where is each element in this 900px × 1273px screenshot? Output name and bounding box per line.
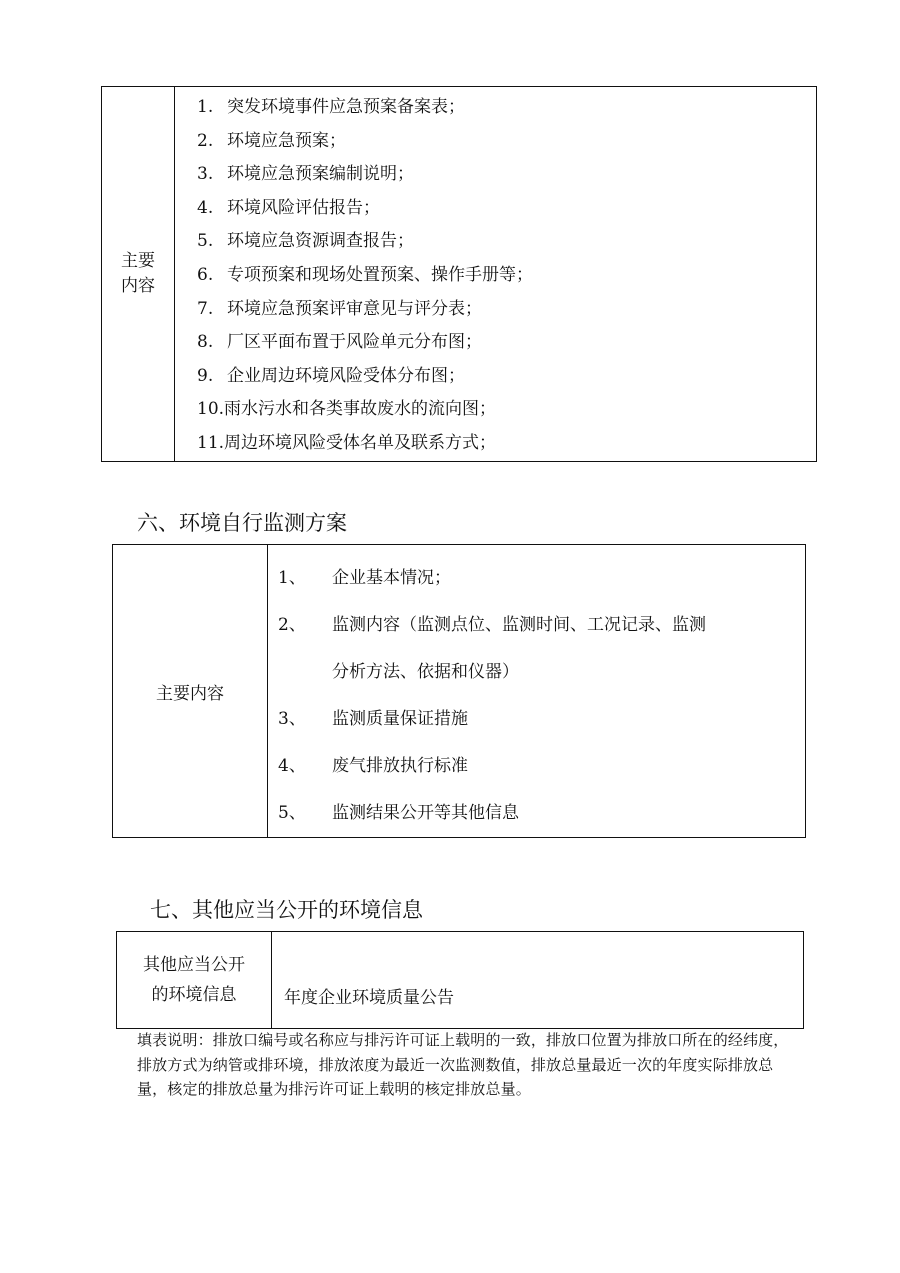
main-content-list xyxy=(268,545,806,838)
list-item: 10.雨水污水和各类事故废水的流向图； xyxy=(197,399,497,420)
list-item: 3. 环境应急预案编制说明； xyxy=(197,164,414,185)
list-item: 5. 环境应急资源调查报告； xyxy=(197,231,414,252)
list-item: 5、 监测结果公开等其他信息 xyxy=(278,803,519,823)
list-item: 3、 监测质量保证措施 xyxy=(278,709,468,729)
main-content-list xyxy=(175,87,817,462)
other-info-value: 年度企业环境质量公告 xyxy=(272,932,804,1029)
list-item: 11.周边环境风险受体名单及联系方式； xyxy=(197,432,497,453)
list-item: 2. 环境应急预案； xyxy=(197,130,346,151)
form-instructions-note: 填表说明：排放口编号或名称应与排污许可证上载明的一致，排放口位置为排放口所在的经纬度，排放方式为纳管或排环境，排放浓度为最近一次监测数值，排放总量最近一次的年度实际排放总量，核定的排放总量为排污许可证上载明的核定排放总量。 xyxy=(137,1031,789,1098)
list-item: 4、 废气排放执行标准 xyxy=(278,756,468,776)
main-content-label: 主要 内容 xyxy=(102,87,175,462)
list-item: 6. 专项预案和现场处置预案、操作手册等； xyxy=(197,264,533,285)
list-item: 4. 环境风险评估报告； xyxy=(197,197,380,218)
list-item: 7. 环境应急预案评审意见与评分表； xyxy=(197,298,482,319)
list-item: 1、 企业基本情况； xyxy=(278,568,451,588)
list-item: 9. 企业周边环境风险受体分布图； xyxy=(197,365,465,386)
list-item: 8. 厂区平面布置于风险单元分布图； xyxy=(197,332,482,353)
monitoring-plan-table xyxy=(112,544,806,838)
main-content-label: 主要内容 xyxy=(113,545,268,838)
section-heading-other-info: 七、其他应当公开的环境信息 xyxy=(150,898,423,922)
section-heading-monitoring: 六、环境自行监测方案 xyxy=(137,511,347,535)
list-item: 1. 突发环境事件应急预案备案表； xyxy=(197,97,465,117)
other-info-table xyxy=(116,931,804,1029)
other-info-label: 其他应当公开 的环境信息 xyxy=(117,932,272,1029)
emergency-plan-table xyxy=(101,86,817,462)
list-item-continuation: 分析方法、依据和仪器） xyxy=(332,662,519,682)
list-item: 2、 监测内容（监测点位、监测时间、工况记录、监测 xyxy=(278,615,706,635)
